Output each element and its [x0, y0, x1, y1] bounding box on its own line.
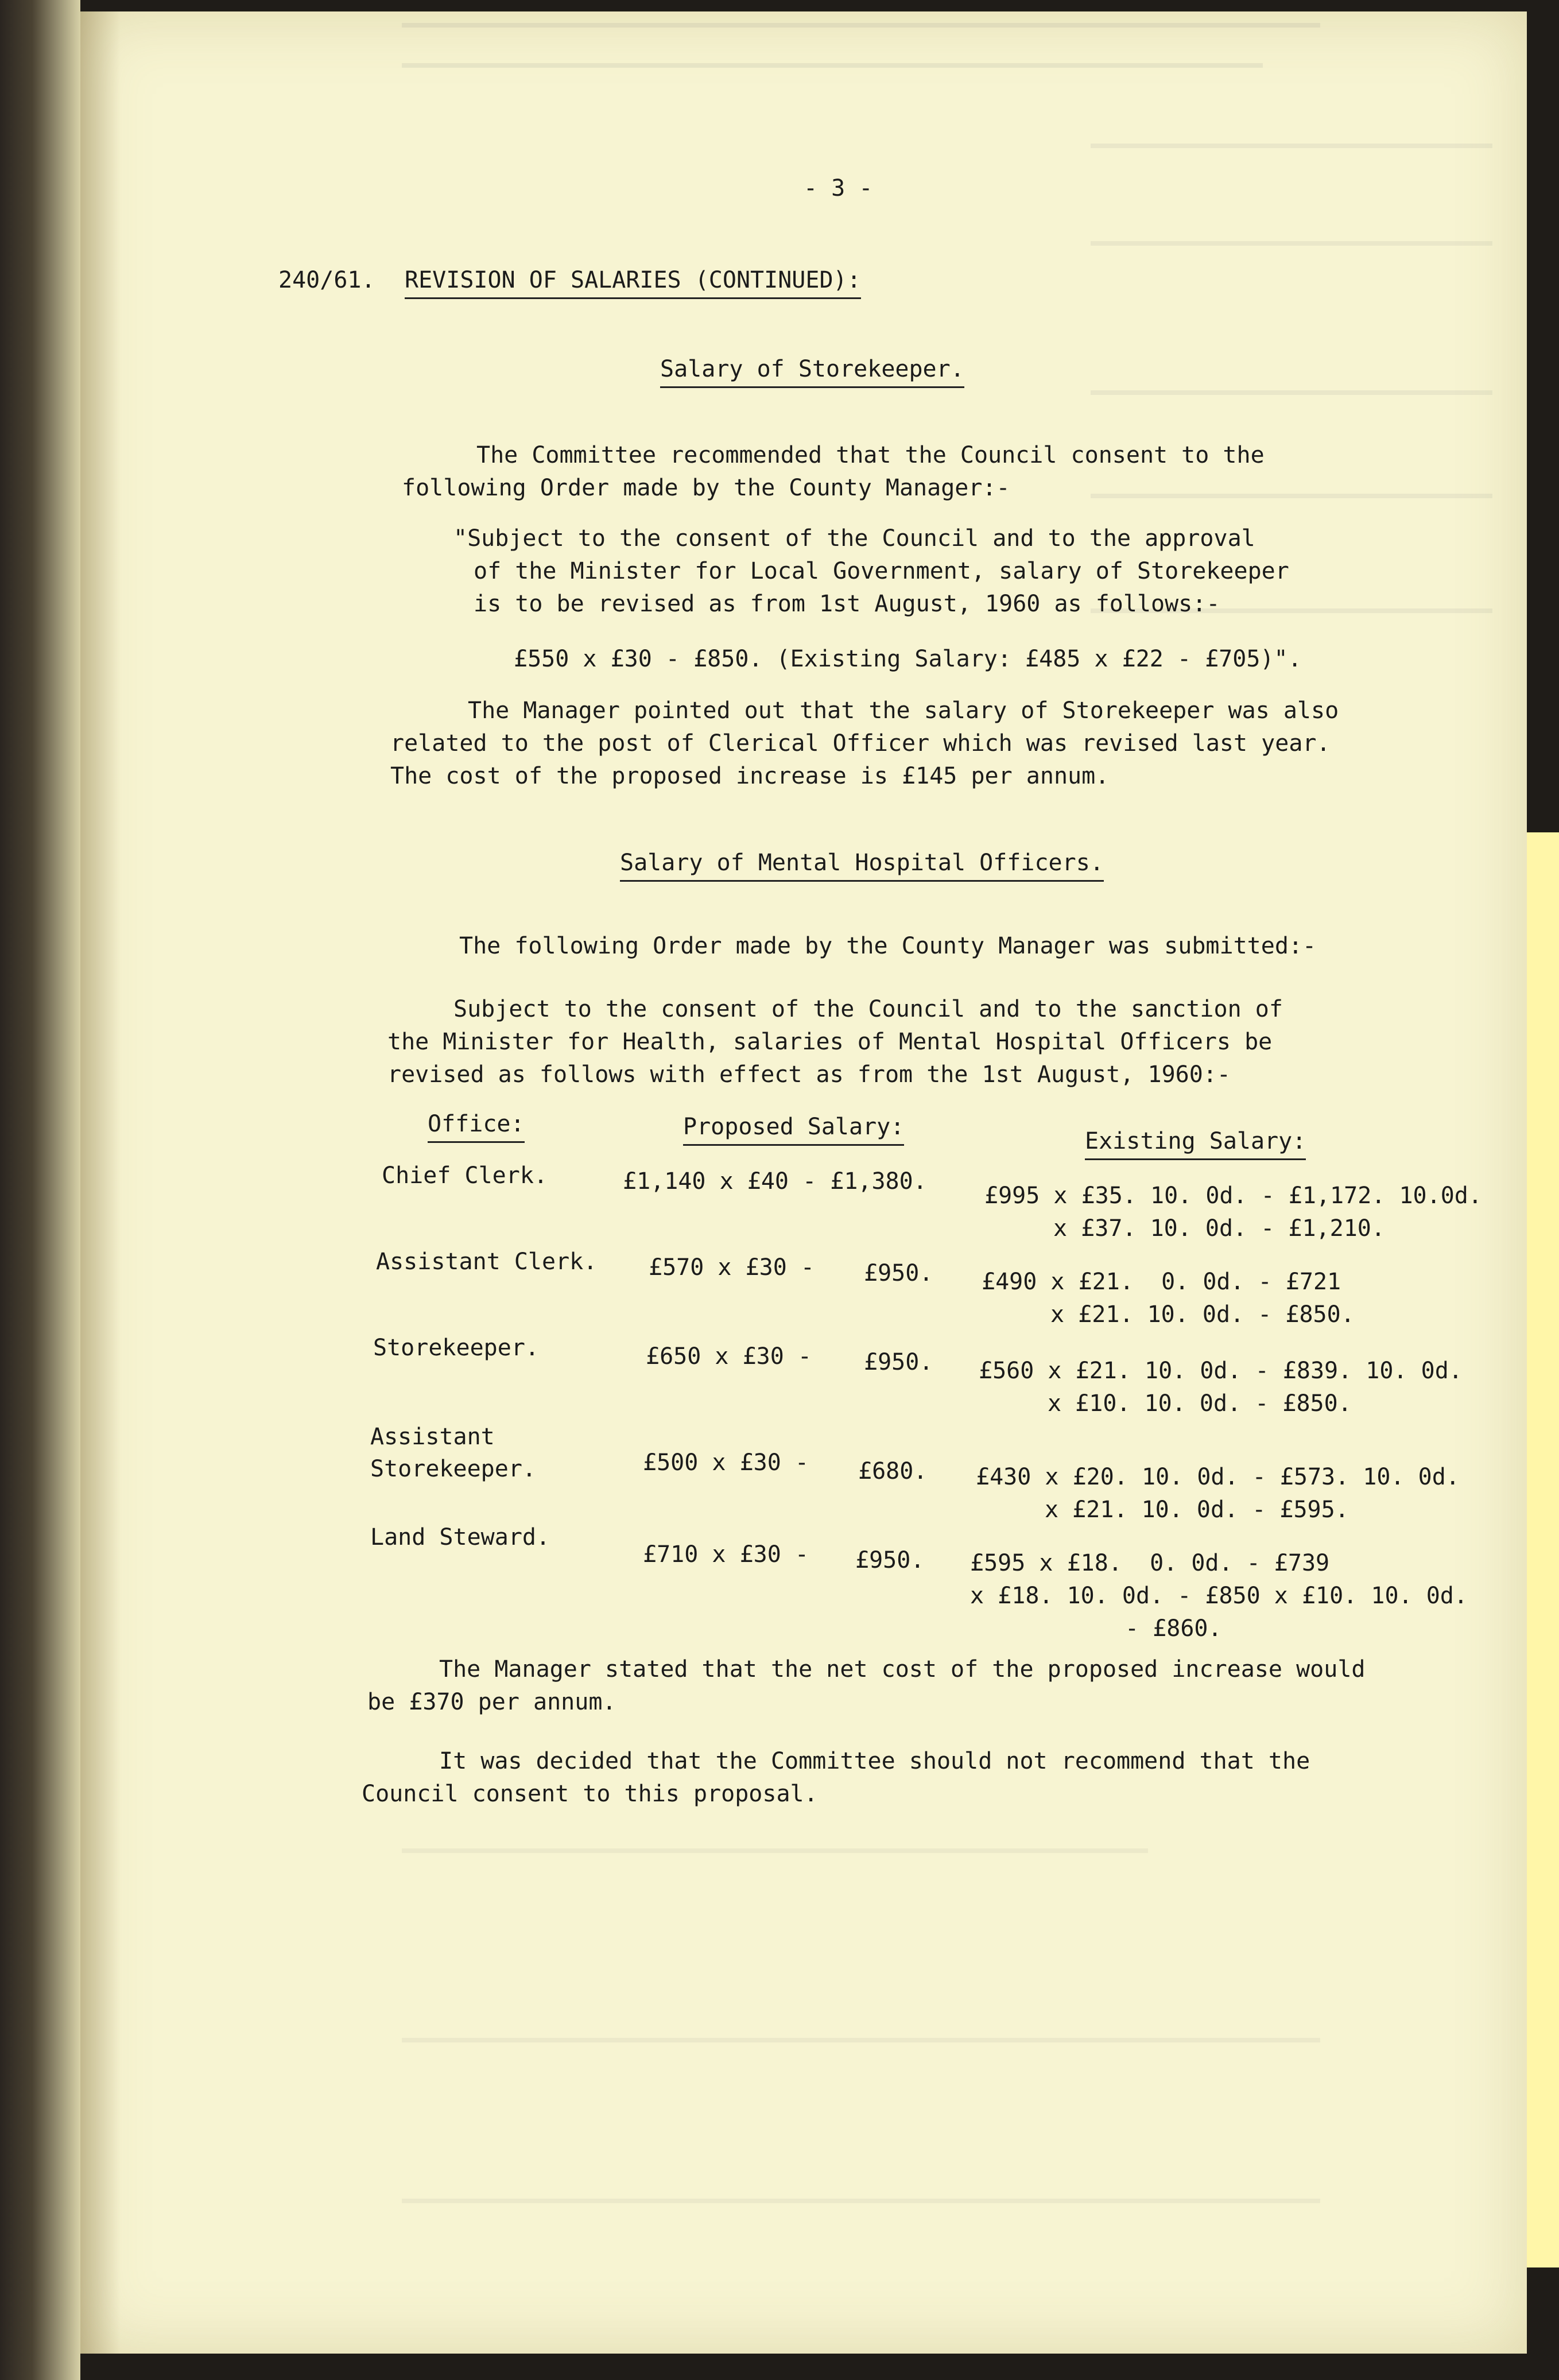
- proposed-cell-max: £950.: [864, 1260, 933, 1286]
- page-gutter-shadow: [80, 11, 121, 2354]
- salary-scale-line: £550 x £30 - £850. (Existing Salary: £485 x £22 - £705)".: [514, 646, 1302, 672]
- storekeeper-title: Salary of Storekeeper.: [660, 353, 964, 388]
- column-office: Office:: [428, 1108, 525, 1143]
- office-cell: Land Steward.: [370, 1524, 550, 1551]
- existing-cell-line-1: £490 x £21. 0. 0d. - £721: [982, 1269, 1341, 1295]
- proposed-cell: £650 x £30 -: [646, 1343, 812, 1370]
- existing-cell-line-3: - £860.: [1125, 1615, 1222, 1642]
- proposed-cell-max: £950.: [855, 1547, 925, 1573]
- section-heading: REVISION OF SALARIES (CONTINUED):: [405, 264, 861, 299]
- existing-cell-line-2: x £21. 10. 0d. - £850.: [1050, 1301, 1355, 1328]
- order-line-2: the Minister for Health, salaries of Mental Hospital Officers be: [387, 1029, 1273, 1055]
- manager-note-line-3: The cost of the proposed increase is £145 per annum.: [390, 763, 1110, 789]
- item-number: 240/61.: [278, 267, 375, 293]
- office-cell: Storekeeper.: [373, 1335, 539, 1361]
- existing-cell-line-1: £995 x £35. 10. 0d. - £1,172. 10.0d.: [984, 1183, 1482, 1209]
- proposed-cell-max: £680.: [858, 1458, 928, 1484]
- proposed-cell: £1,140 x £40 - £1,380.: [623, 1168, 927, 1195]
- manager-note-line-1: The Manager pointed out that the salary of Storekeeper was also: [468, 697, 1339, 724]
- existing-cell-line-2: x £21. 10. 0d. - £595.: [1045, 1497, 1349, 1523]
- mental-hospital-title: Salary of Mental Hospital Officers.: [620, 847, 1104, 882]
- existing-cell-line-1: £595 x £18. 0. 0d. - £739: [970, 1550, 1330, 1576]
- net-cost-line-2: be £370 per annum.: [367, 1689, 616, 1715]
- existing-cell-line-2: x £10. 10. 0d. - £850.: [1048, 1390, 1352, 1417]
- recommendation-line-2: following Order made by the County Manager:-: [402, 475, 1010, 501]
- column-proposed-salary: Proposed Salary:: [683, 1111, 904, 1146]
- page-number: - 3 -: [804, 175, 873, 201]
- recommendation-line-1: The Committee recommended that the Council consent to the: [476, 442, 1265, 468]
- office-cell: Assistant Clerk.: [376, 1249, 598, 1275]
- order-quote-line-1: "Subject to the consent of the Council and to the approval: [453, 525, 1255, 552]
- office-cell: Chief Clerk.: [382, 1162, 548, 1189]
- existing-cell-line-1: £430 x £20. 10. 0d. - £573. 10. 0d.: [976, 1464, 1460, 1490]
- yellow-page-edge: [1527, 832, 1559, 2267]
- book-spine: [0, 0, 80, 2380]
- proposed-cell: £710 x £30 -: [643, 1541, 809, 1568]
- decision-line-1: It was decided that the Committee should not recommend that the: [439, 1748, 1310, 1774]
- column-existing-salary: Existing Salary:: [1085, 1125, 1306, 1160]
- proposed-cell: £500 x £30 -: [643, 1449, 809, 1476]
- order-intro: The following Order made by the County Manager was submitted:-: [459, 933, 1317, 959]
- order-line-3: revised as follows with effect as from the 1st August, 1960:-: [387, 1061, 1231, 1088]
- order-quote-line-2: of the Minister for Local Government, salary of Storekeeper: [474, 558, 1289, 584]
- order-line-1: Subject to the consent of the Council and to the sanction of: [453, 996, 1283, 1022]
- proposed-cell: £570 x £30 -: [649, 1254, 815, 1281]
- existing-cell-line-2: x £18. 10. 0d. - £850 x £10. 10. 0d.: [970, 1583, 1468, 1609]
- manager-note-line-2: related to the post of Clerical Officer which was revised last year.: [390, 730, 1331, 757]
- proposed-cell-max: £950.: [864, 1349, 933, 1375]
- net-cost-line-1: The Manager stated that the net cost of the proposed increase would: [439, 1656, 1366, 1683]
- office-cell: Assistant Storekeeper.: [370, 1424, 536, 1482]
- order-quote-line-3: is to be revised as from 1st August, 1960 as follows:-: [474, 591, 1220, 617]
- existing-cell-line-1: £560 x £21. 10. 0d. - £839. 10. 0d.: [979, 1358, 1463, 1384]
- decision-line-2: Council consent to this proposal.: [362, 1781, 818, 1807]
- existing-cell-line-2: x £37. 10. 0d. - £1,210.: [1053, 1215, 1385, 1242]
